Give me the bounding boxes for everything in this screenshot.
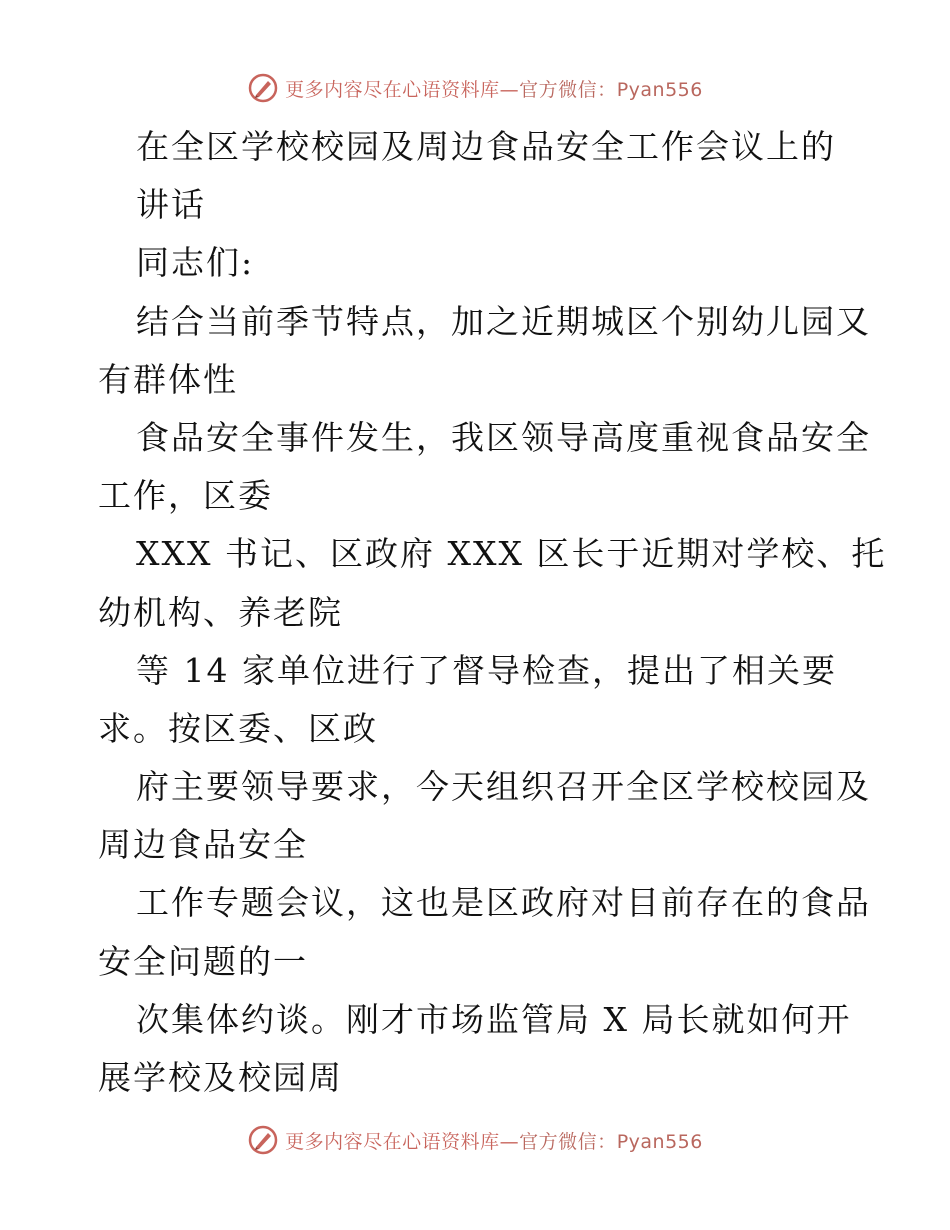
text-line: 结合当前季节特点，加之近期城区个别幼儿园又 xyxy=(136,301,871,341)
text-line: 同志们: xyxy=(136,243,255,283)
text-line: 幼机构、养老院 xyxy=(98,592,343,632)
text-line: 安全问题的一 xyxy=(98,941,308,981)
text-line: 有群体性 xyxy=(98,359,238,399)
text-line: 在全区学校校园及周边食品安全工作会议上的 xyxy=(136,127,836,166)
text-line: 周边食品安全 xyxy=(98,825,308,865)
text-line: 等 14 家单位进行了督导检查，提出了相关要 xyxy=(136,650,837,690)
document-body xyxy=(98,118,887,1107)
banner-text: 更多内容尽在心语资料库—官方微信：Pyan556 xyxy=(285,78,703,101)
text-line: 展学校及校园周 xyxy=(98,1058,343,1097)
text-line: 府主要领导要求，今天组织召开全区学校校园及 xyxy=(136,767,871,807)
text-line: 求。按区委、区政 xyxy=(98,708,378,748)
text-line: XXX 书记、区政府 XXX 区长于近期对学校、托 xyxy=(136,534,887,574)
header-banner xyxy=(0,68,950,108)
footer-banner xyxy=(0,1120,950,1160)
pen-logo-icon xyxy=(247,1124,279,1156)
text-line: 食品安全事件发生，我区领导高度重视食品安全 xyxy=(136,417,871,457)
text-line: 次集体约谈。刚才市场监管局 X 局长就如何开 xyxy=(136,999,852,1039)
pen-logo-icon xyxy=(247,72,279,104)
banner-text: 更多内容尽在心语资料库—官方微信：Pyan556 xyxy=(285,1130,703,1153)
text-line: 讲话 xyxy=(136,185,206,225)
text-line: 工作专题会议，这也是区政府对目前存在的食品 xyxy=(136,883,871,923)
text-line: 工作，区委 xyxy=(98,476,273,516)
